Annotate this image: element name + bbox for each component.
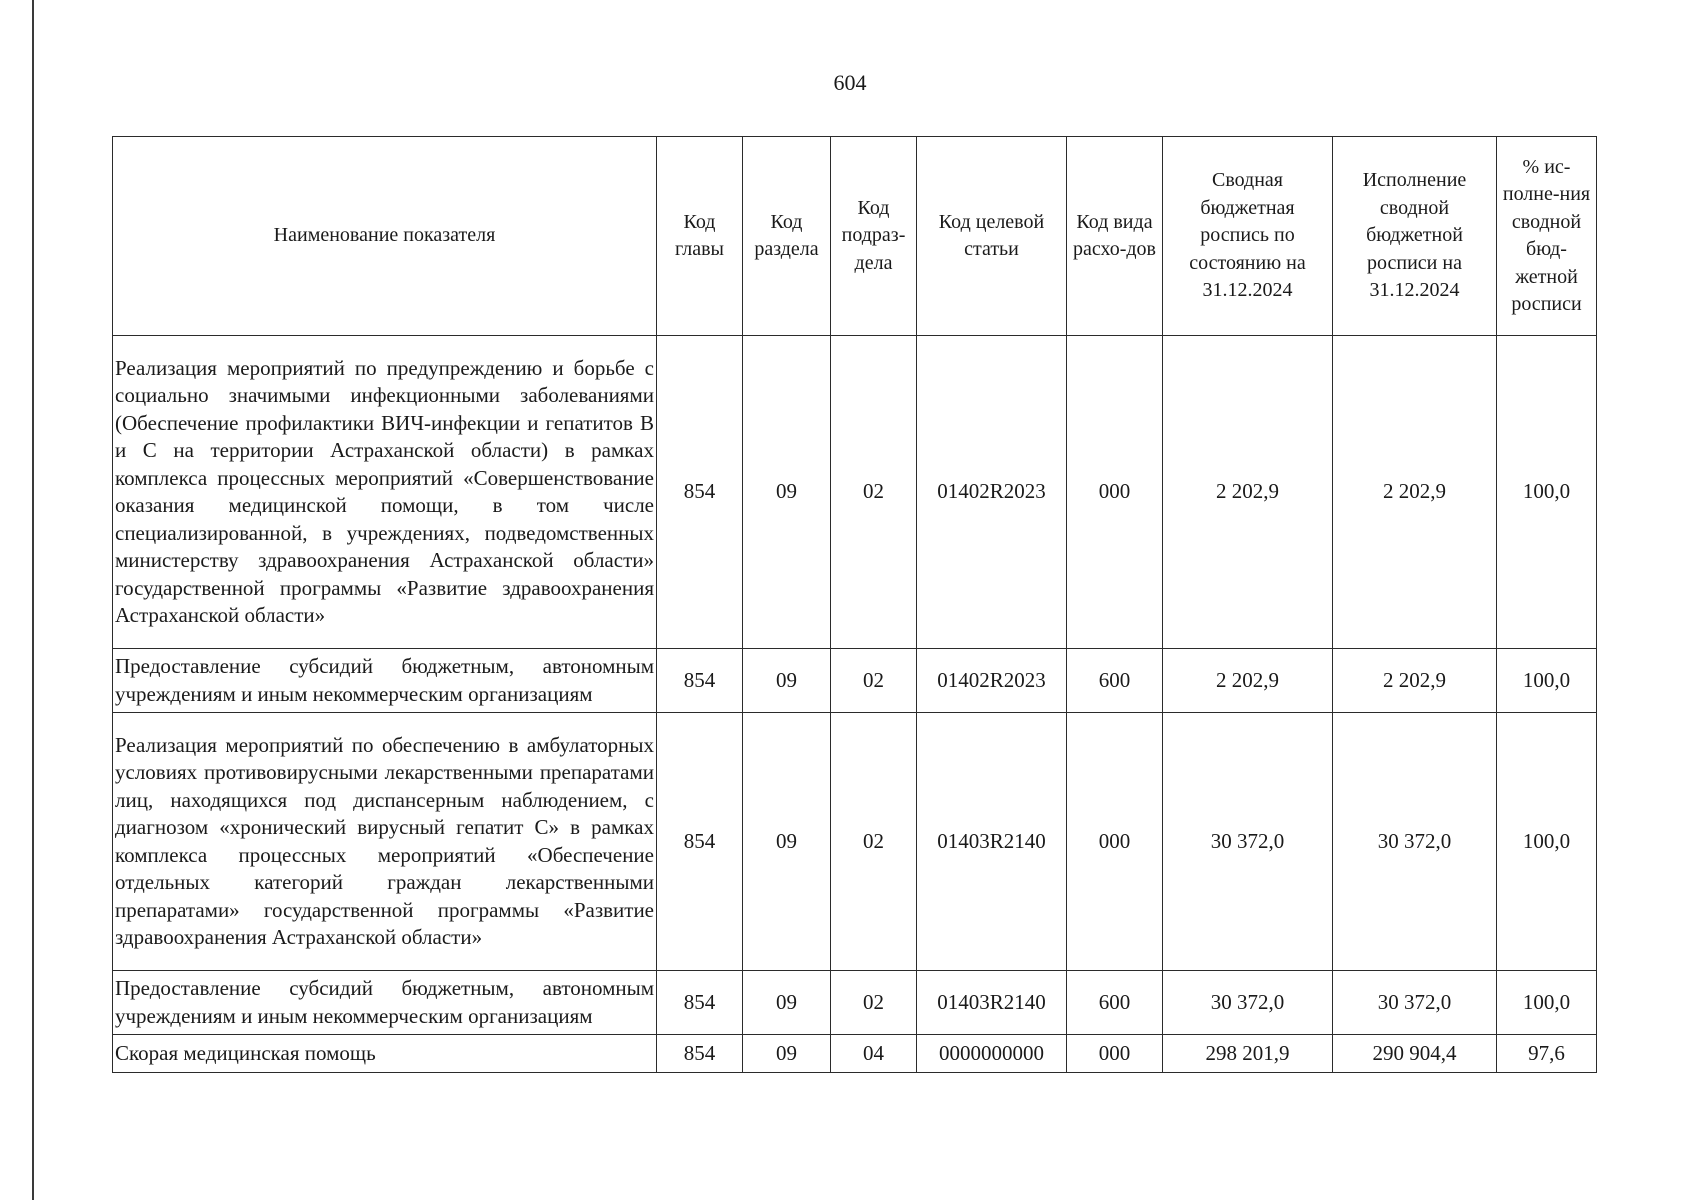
row-indicator-name: Предоставление субсидий бюджетным, автономным учреждениям и иным некоммерческим организациям bbox=[113, 971, 657, 1035]
header-execution-percent: % ис-полне-ния сводной бюд-жетной росписи bbox=[1497, 137, 1597, 336]
row-section-code: 09 bbox=[743, 713, 831, 971]
budget-execution-table bbox=[112, 136, 1597, 1073]
row-chapter-code: 854 bbox=[657, 336, 743, 649]
row-section-code: 09 bbox=[743, 1035, 831, 1073]
row-indicator-name: Предоставление субсидий бюджетным, автономным учреждениям и иным некоммерческим организациям bbox=[113, 649, 657, 713]
table-header-row bbox=[113, 137, 1597, 336]
row-budget-execution: 2 202,9 bbox=[1333, 336, 1497, 649]
row-expense-type-code: 600 bbox=[1067, 971, 1163, 1035]
row-chapter-code: 854 bbox=[657, 649, 743, 713]
row-budget-plan: 298 201,9 bbox=[1163, 1035, 1333, 1073]
header-section-code: Код раздела bbox=[743, 137, 831, 336]
row-execution-percent: 97,6 bbox=[1497, 1035, 1597, 1073]
row-budget-execution: 30 372,0 bbox=[1333, 713, 1497, 971]
table-row bbox=[113, 336, 1597, 649]
row-section-code: 09 bbox=[743, 336, 831, 649]
page-number: 604 bbox=[833, 70, 867, 95]
row-chapter-code: 854 bbox=[657, 713, 743, 971]
table-row bbox=[113, 1035, 1597, 1073]
table-row bbox=[113, 649, 1597, 713]
row-target-code: 01402R2023 bbox=[917, 336, 1067, 649]
row-budget-plan: 30 372,0 bbox=[1163, 713, 1333, 971]
row-expense-type-code: 000 bbox=[1067, 1035, 1163, 1073]
row-budget-execution: 2 202,9 bbox=[1333, 649, 1497, 713]
row-execution-percent: 100,0 bbox=[1497, 971, 1597, 1035]
row-indicator-name: Скорая медицинская помощь bbox=[113, 1035, 657, 1073]
row-section-code: 09 bbox=[743, 971, 831, 1035]
header-budget-execution: Исполнение сводной бюджетной росписи на 31.12.2024 bbox=[1333, 137, 1497, 336]
row-indicator-name: Реализация мероприятий по предупреждению и борьбе с социально значимыми инфекционными заболеваниями (Обеспечение профилактики ВИЧ-инфекции и гепатитов В и С на территории Астраханской области) в рамках комплекса процессных мероприятий «Совершенствование оказания медицинской помощи, в том числе специализированной, в учреждениях, подведомственных министерству здравоохранения Астраханской области» государственной программы «Развитие здравоохранения Астраханской области» bbox=[113, 336, 657, 649]
row-budget-execution: 30 372,0 bbox=[1333, 971, 1497, 1035]
row-subsection-code: 02 bbox=[831, 336, 917, 649]
row-section-code: 09 bbox=[743, 649, 831, 713]
row-budget-execution: 290 904,4 bbox=[1333, 1035, 1497, 1073]
row-target-code: 0000000000 bbox=[917, 1035, 1067, 1073]
header-expense-type-code: Код вида расхо-дов bbox=[1067, 137, 1163, 336]
row-subsection-code: 04 bbox=[831, 1035, 917, 1073]
row-subsection-code: 02 bbox=[831, 713, 917, 971]
row-budget-plan: 30 372,0 bbox=[1163, 971, 1333, 1035]
table-row bbox=[113, 971, 1597, 1035]
page-binding-line bbox=[32, 0, 34, 1200]
row-execution-percent: 100,0 bbox=[1497, 649, 1597, 713]
header-subsection-code: Код подраз-дела bbox=[831, 137, 917, 336]
row-expense-type-code: 000 bbox=[1067, 336, 1163, 649]
row-execution-percent: 100,0 bbox=[1497, 713, 1597, 971]
row-target-code: 01403R2140 bbox=[917, 971, 1067, 1035]
header-target-code: Код целевой статьи bbox=[917, 137, 1067, 336]
row-expense-type-code: 000 bbox=[1067, 713, 1163, 971]
header-indicator-name: Наименование показателя bbox=[113, 137, 657, 336]
row-target-code: 01403R2140 bbox=[917, 713, 1067, 971]
row-budget-plan: 2 202,9 bbox=[1163, 336, 1333, 649]
row-chapter-code: 854 bbox=[657, 971, 743, 1035]
row-subsection-code: 02 bbox=[831, 649, 917, 713]
row-execution-percent: 100,0 bbox=[1497, 336, 1597, 649]
row-chapter-code: 854 bbox=[657, 1035, 743, 1073]
row-indicator-name: Реализация мероприятий по обеспечению в амбулаторных условиях противовирусными лекарственными препаратами лиц, находящихся под диспансерным наблюдением, с диагнозом «хронический вирусный гепатит С» в рамках комплекса процессных мероприятий «Обеспечение отдельных категорий граждан лекарственными препаратами» государственной программы «Развитие здравоохранения Астраханской области» bbox=[113, 713, 657, 971]
table-row bbox=[113, 713, 1597, 971]
row-target-code: 01402R2023 bbox=[917, 649, 1067, 713]
row-budget-plan: 2 202,9 bbox=[1163, 649, 1333, 713]
row-subsection-code: 02 bbox=[831, 971, 917, 1035]
row-expense-type-code: 600 bbox=[1067, 649, 1163, 713]
header-budget-plan: Сводная бюджетная роспись по состоянию на 31.12.2024 bbox=[1163, 137, 1333, 336]
header-chapter-code: Код главы bbox=[657, 137, 743, 336]
